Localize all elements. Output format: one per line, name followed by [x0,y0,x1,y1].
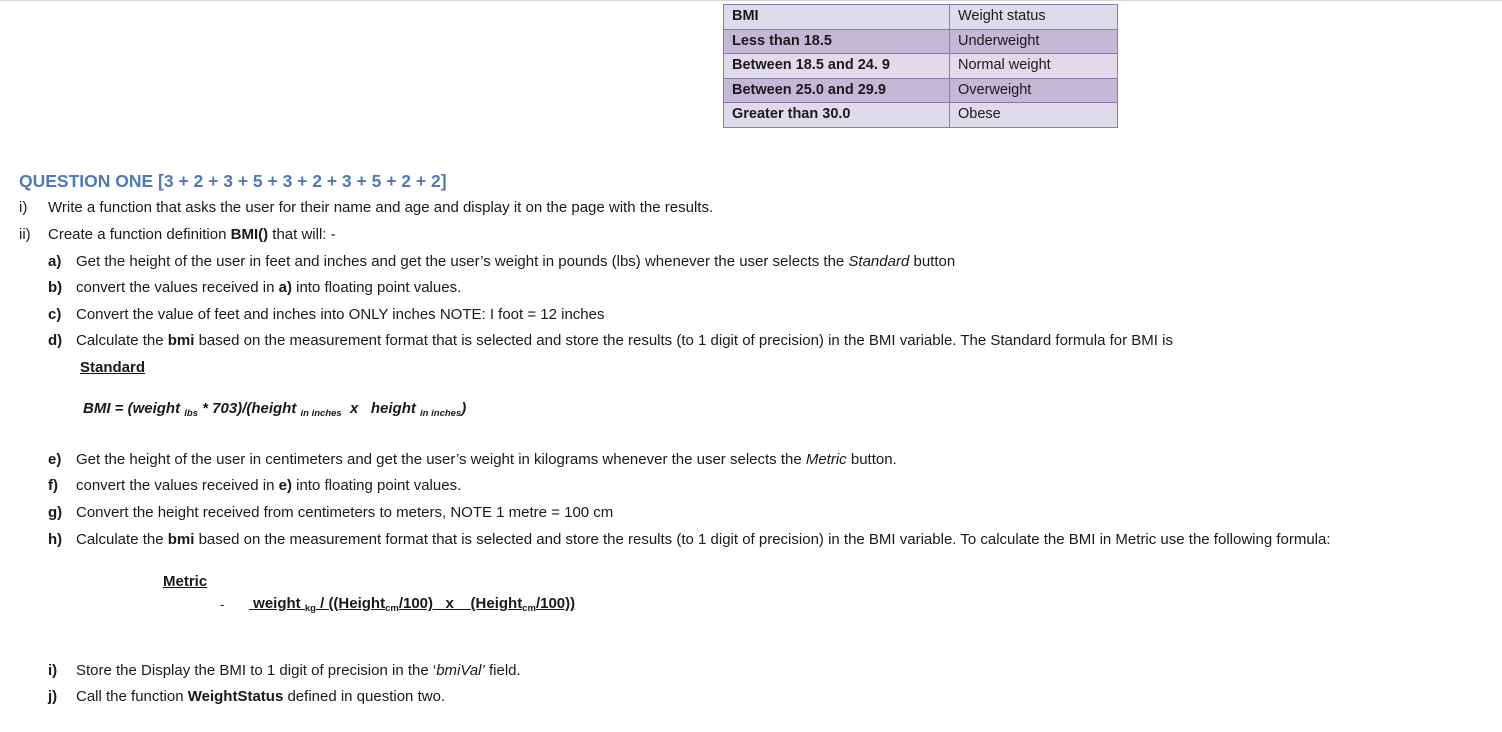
item-text-post: into floating point values. [291,477,462,494]
formula-part: / ((Height [315,595,386,612]
table-cell-bmi: Between 25.0 and 29.9 [724,78,950,103]
table-header-row [724,5,1118,30]
item-letter: i) [48,662,58,679]
top-rule [0,0,1502,1]
item-letter: g) [48,504,63,521]
item-text-pre: convert the values received in [76,279,279,296]
item-text-pre: Store the Display the BMI to 1 digit of precision in the ‘ [76,662,437,679]
item-text-post: field. [484,662,521,679]
item-text-pre: Get the height of the user in feet and inches and get the user’s weight in pounds (lbs) whenever the user selects the [76,253,849,270]
table-cell-bmi: Greater than 30.0 [724,103,950,128]
item-text-post: button. [846,451,897,468]
formula-part: /100) x (Height [398,595,523,612]
formula-unit: in inches [420,408,462,419]
table-cell-bmi: Less than 18.5 [724,29,950,54]
item-text [76,476,461,496]
item-text [76,278,461,298]
table-cell-status: Underweight [950,29,1118,54]
formula-unit: kg [304,603,316,614]
item-text-emphasis: Metric [805,451,847,468]
question-title: QUESTION ONE [3 + 2 + 3 + 5 + 3 + 2 + 3 + 5 + 2 + 2] [19,171,447,191]
table-header-bmi: BMI [724,5,950,30]
item-text: Convert the value of feet and inches into ONLY inches NOTE: I foot = 12 inches [76,306,605,323]
item-letter: d) [48,332,63,349]
item-letter: b) [48,279,63,296]
metric-formula [249,595,575,614]
table-row [724,78,1118,103]
table-cell-bmi: Between 18.5 and 24. 9 [724,54,950,79]
table-cell-status: Obese [950,103,1118,128]
item-text: Convert the height received from centimeters to meters, NOTE 1 metre = 100 cm [76,504,614,521]
table-cell-status: Normal weight [950,54,1118,79]
formula-part: weight [253,595,305,612]
function-name: WeightStatus [187,688,284,705]
item-text [48,225,336,245]
formula-part: ) [461,400,467,417]
table-header-weight-status: Weight status [950,5,1118,30]
item-letter: a) [48,253,62,270]
item-text-emphasis: bmiVal’ [436,662,485,679]
item-letter: c) [48,306,62,323]
item-text [76,530,1331,550]
item-text-pre: Create a function definition [48,226,231,243]
item-text-pre: Calculate the [76,332,168,349]
item-text-post: based on the measurement format that is selected and store the results (to 1 digit of precision) in the BMI variable. The Standard formula for BMI is [194,332,1173,349]
item-text-pre: convert the values received in [76,477,279,494]
item-text [76,331,1173,351]
item-text-post: into floating point values. [291,279,462,296]
item-text [76,687,445,707]
item-letter: h) [48,531,63,548]
table-row [724,29,1118,54]
item-text-post: that will: - [268,226,336,243]
table-row [724,103,1118,128]
item-keyword: bmi [167,332,195,349]
metric-dash: - [220,597,225,612]
item-text [76,450,897,470]
table-row [724,54,1118,79]
item-ref: e) [278,477,292,494]
formula-part: BMI = (weight [83,400,185,417]
function-name: BMI() [230,226,269,243]
standard-formula [83,400,466,419]
standard-heading: Standard [80,359,146,376]
formula-unit: cm [385,603,399,614]
item-text [76,661,521,681]
item-letter: e) [48,451,62,468]
item-text-pre: Get the height of the user in centimeters and get the user’s weight in kilograms whenever the user selects the [76,451,806,468]
item-ref: a) [278,279,292,296]
item-letter: j) [48,688,58,705]
item-text-pre: Call the function [76,688,188,705]
bmi-table [723,4,1118,128]
item-text-emphasis: Standard [848,253,910,270]
item-text: Write a function that asks the user for their name and age and display it on the page with the results. [48,199,714,216]
item-text-pre: Calculate the [76,531,168,548]
formula-part: x height [341,400,421,417]
table-cell-status: Overweight [950,78,1118,103]
item-text-post: defined in question two. [283,688,446,705]
item-text [76,252,955,272]
formula-unit: cm [522,603,536,614]
item-text-post: based on the measurement format that is selected and store the results (to 1 digit of precision) in the BMI variable. To calculate the BMI in Metric use the following formula: [194,531,1331,548]
metric-heading: Metric [163,573,208,590]
item-text-post: button [909,253,956,270]
formula-unit: lbs [184,408,198,419]
item-number: i) [19,199,28,216]
formula-part: * 703)/(height [197,400,301,417]
formula-unit: in inches [300,408,342,419]
item-number: ii) [19,226,31,243]
item-letter: f) [48,477,58,494]
item-keyword: bmi [167,531,195,548]
formula-part: /100)) [535,595,576,612]
